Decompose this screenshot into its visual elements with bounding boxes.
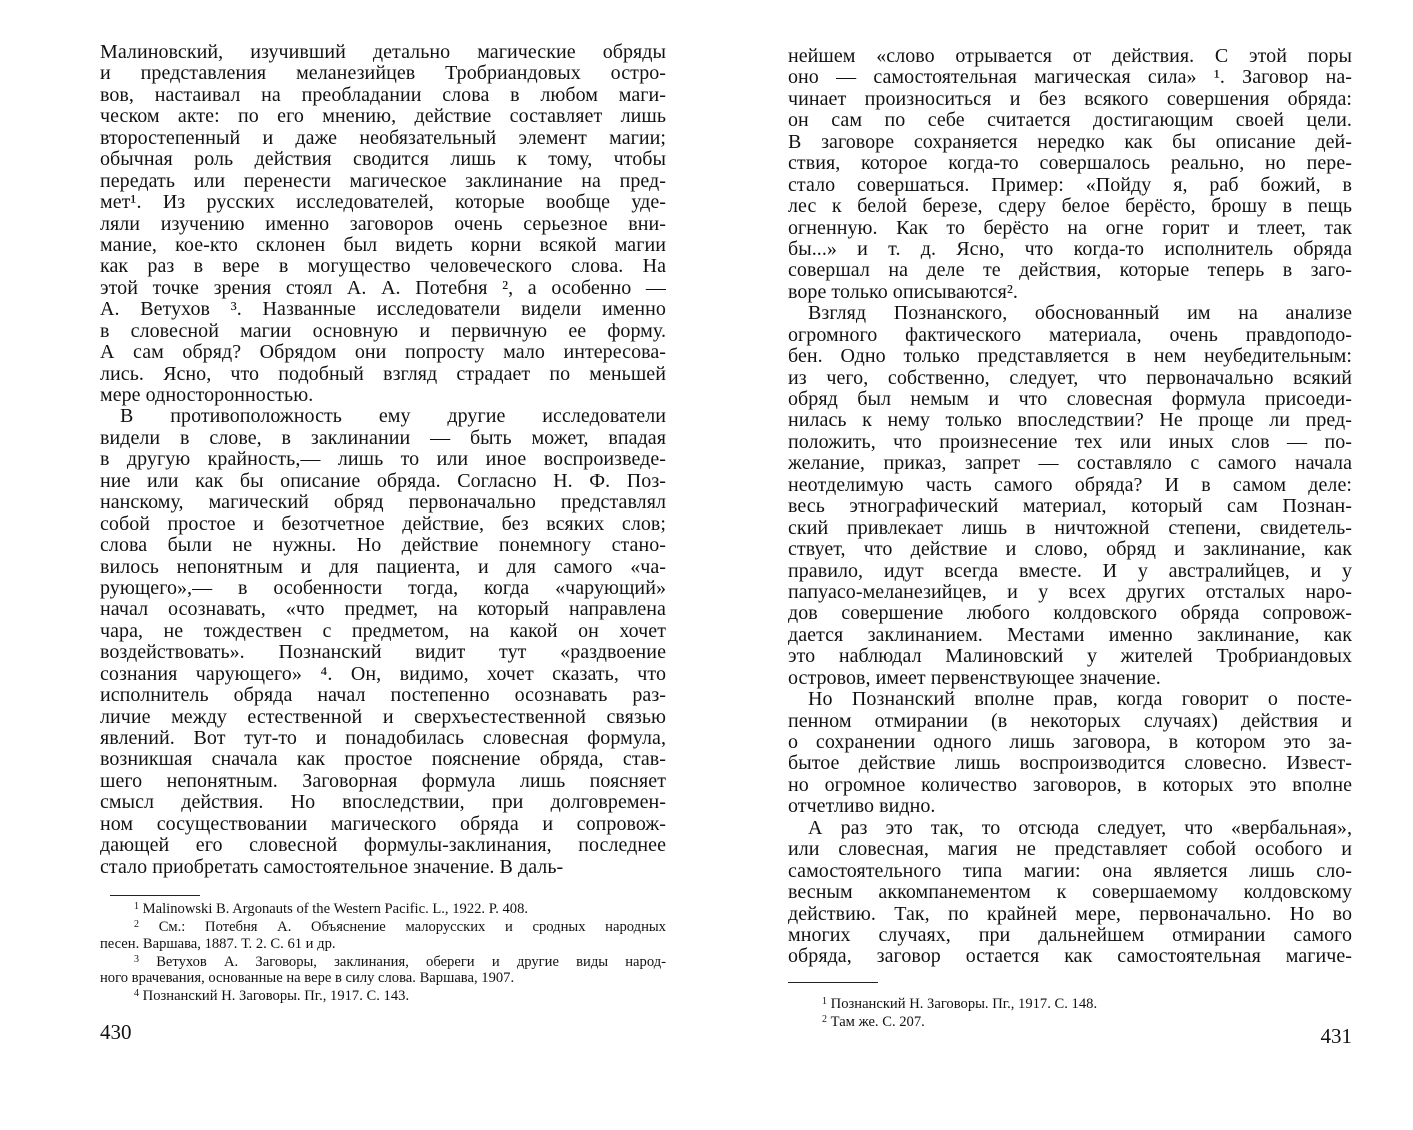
footnote-text: Malinowski B. Argonauts of the Western Pacific. L., 1922. P. 408. (142, 901, 529, 917)
text-line: личие между естественной и сверхъестественной связью (100, 705, 666, 728)
text-line: рующего»,— в особенности тогда, когда «чарующий» (100, 576, 666, 599)
left-page-number: 430 (100, 1020, 132, 1044)
text-line: явлений. Вот тут-то и понадобилась словесная формула, (100, 727, 666, 749)
text-line: это наблюдал Малиновский у жителей Тробриандовых (788, 645, 1352, 668)
text-line: нанскому, магический обряд первоначально представлял (100, 491, 666, 514)
footnote-text: Там же. С. 207. (830, 1014, 925, 1031)
text-line: бы...» и т. д. Ясно, что когда-то исполнитель обряда (788, 237, 1352, 260)
text-line: нилась к нему только впоследствии? Не проще ли пред- (788, 409, 1352, 432)
text-line: мере односторонностью. (100, 384, 314, 406)
text-line: возникшая сначала как простое пояснение обряда, став- (100, 748, 666, 771)
text-line: ние или как бы описание обряда. Согласно Н. Ф. Поз- (100, 469, 666, 492)
text-line: дается заклинанием. Местами именно заклинание, как (788, 623, 1352, 646)
text-line: он сам по себе считается достигающим своей цели. (788, 109, 1352, 132)
text-line: бен. Одно только представляется в нем неубедительным: (788, 345, 1352, 368)
footnote-text: См.: Потебня А. Объяснение малорусских и сродных народных (158, 919, 666, 936)
text-line: вов, настаивал на преобладании слова в любом маги- (100, 83, 666, 106)
right-page-footnotes (788, 994, 1352, 1031)
text-line: лись. Ясно, что подобный взгляд страдает по меньшей (100, 362, 666, 385)
text-line: чинает произноситься и без всякого совершения обряда: (788, 87, 1352, 110)
text-line: этой точке зрения стоял А. А. Потебня ², а особенно — (100, 276, 666, 299)
text-line: отчетливо видно. (788, 795, 936, 818)
text-line: В противоположность ему другие исследователи (120, 405, 666, 428)
left-page-footnotes (100, 899, 666, 1005)
text-line: вилось непонятным и для пациента, и для самого «ча- (100, 555, 666, 578)
text-line: лес к белой березе, сдеру белое берёсто, брошу в пещь (788, 195, 1352, 218)
text-line: положить, что произнесение тех или иных слов — по- (788, 430, 1352, 453)
text-line: обряд был немым и что словесная формула присоеди- (788, 388, 1352, 410)
footnote-text: ного врачевания, основанные на вере в силу слова. Варшава, 1907. (100, 970, 515, 987)
text-line: огненную. Как то берёсто на огне горит и тлеет, так (788, 216, 1352, 239)
text-line: стало приобретать самостоятельное значение. В даль- (100, 855, 564, 878)
text-line: мание, кое-кто склонен был видеть корни всякой магии (100, 233, 666, 256)
text-line: видели в слове, в заклинании — быть может, впадая (100, 426, 666, 449)
footnote-number: 3 (134, 953, 139, 965)
footnote-line (100, 952, 666, 970)
footnote-text: Познанский Н. Заговоры. Пг., 1917. С. 143. (142, 988, 410, 1005)
text-line: бытое действие лишь воспроизводится словесно. Извест- (788, 752, 1352, 775)
text-line: ский привлекает лишь в ничтожной степени, свидетель- (788, 516, 1352, 539)
left-footnote-separator (110, 895, 200, 896)
left-page-body-text (100, 42, 666, 878)
text-line: стало совершаться. Пример: «Пойду я, раб божий, в (788, 173, 1352, 196)
text-line: воздействовать». Познанский видит тут «раздвоение (100, 641, 666, 664)
footnote-number: 2 (134, 919, 139, 931)
text-line: папуасо-меланезийцев, и у всех других отсталых наро- (788, 580, 1352, 603)
text-line: чара, не тождествен с предметом, на какой он хочет (100, 619, 666, 642)
text-line: А раз это так, то отсюда следует, что «вербальная», (808, 816, 1352, 839)
text-line: самостоятельного типа магии: она является лишь сло- (788, 859, 1352, 882)
text-line: желание, приказ, запрет — составляло с самого начала (788, 452, 1352, 475)
text-line: начал осознавать, «что предмет, на который направлена (100, 598, 666, 621)
text-line: пенном отмирании (в некоторых случаях) действия и (788, 709, 1352, 732)
footnote-text: Познанский Н. Заговоры. Пг., 1917. С. 148. (830, 996, 1098, 1012)
text-line: правило, идут всегда вместе. И у австралийцев, и у (788, 559, 1352, 582)
text-line: весь этнографический материал, который сам Познан- (788, 495, 1352, 518)
text-line: дов совершение любого колдовского обряда сопровож- (788, 602, 1352, 625)
text-line: слова были не нужны. Но действие понемногу стано- (100, 534, 666, 557)
footnote-line (100, 936, 666, 952)
text-line: А. Ветухов ³. Названные исследователи видели именно (100, 298, 666, 321)
text-line: обряда, заговор остается как самостоятельная магиче- (788, 945, 1352, 968)
footnote-line (788, 1012, 1352, 1030)
text-line: передать или перенести магическое заклинание на пред- (100, 169, 666, 192)
text-line: островов, имеет первенствующее значение. (788, 666, 1161, 689)
text-line: огромного фактического материала, очень правдоподо- (788, 323, 1352, 346)
text-line: шего непонятным. Заговорная формула лишь поясняет (100, 769, 666, 792)
footnote-text: Ветухов А. Заговоры, заклинания, обереги и другие виды народ- (156, 953, 666, 970)
text-line: но огромное количество заговоров, в которых это вполне (788, 773, 1352, 796)
text-line: или словесная, магия не представляет собой особого и (788, 838, 1352, 861)
text-line: в словесной магии основную и первичную ее форму. (100, 319, 666, 342)
text-line: и представления меланезийцев Тробриандовых остро- (100, 62, 666, 85)
footnote-number: 1 (134, 901, 139, 912)
text-line: нейшем «слово отрывается от действия. С этой поры (788, 45, 1352, 67)
text-line: второстепенный и даже необязательный элемент магии; (100, 126, 666, 149)
text-line: обычная роль действия сводится лишь к тому, чтобы (100, 148, 666, 171)
footnote-number: 2 (822, 1014, 827, 1026)
text-line: смысл действия. Но впоследствии, при долговремен- (100, 791, 666, 814)
right-page-number: 431 (1320, 1024, 1352, 1048)
text-line: Взгляд Познанского, обоснованный им на анализе (808, 302, 1352, 325)
text-line: ном сосуществовании магического обряда и сопровож- (100, 812, 666, 835)
text-line: А сам обряд? Обрядом они попросту мало интересова- (100, 341, 666, 364)
text-line: ляли изучению именно заговоров очень серьезное вни- (100, 212, 666, 235)
footnote-line (100, 917, 666, 935)
text-line: неотделимую часть самого обряда? И в самом деле: (788, 473, 1352, 496)
text-line: дающей его словесной формулы-заклинания, последнее (100, 834, 666, 857)
text-line: сознания чарующего» ⁴. Он, видимо, хочет сказать, что (100, 662, 666, 685)
text-line: в другую крайность,— лишь то или иное воспроизведе- (100, 448, 666, 471)
footnote-number: 4 (134, 988, 139, 1000)
text-line: весным аккомпанементом к совершаемому колдовскому (788, 881, 1352, 904)
text-line: мет¹. Из русских исследователей, которые вообще уде- (100, 191, 666, 214)
footnote-line (100, 970, 666, 986)
text-line: ческом акте: по его мнению, действие составляет лишь (100, 105, 666, 128)
text-line: В заговоре сохраняется нередко как бы описание дей- (788, 130, 1352, 153)
footnote-line (788, 994, 1352, 1012)
text-line: многих случаях, при дальнейшем отмирании самого (788, 923, 1352, 946)
footnote-line (100, 986, 666, 1004)
text-line: воре только описываются². (788, 280, 1018, 303)
text-line: оно — самостоятельная магическая сила» ¹. Заговор на- (788, 66, 1352, 89)
footnote-line (100, 899, 666, 917)
text-line: действию. Так, по крайней мере, первоначально. Но во (788, 902, 1352, 925)
text-line: совершал на деле те действия, которые теперь в заго- (788, 259, 1352, 282)
right-footnote-separator (788, 982, 878, 983)
text-line: исполнитель обряда начал постепенно осознавать раз- (100, 684, 666, 707)
footnote-number: 1 (822, 996, 827, 1007)
text-line: Но Познанский вполне прав, когда говорит о посте- (808, 688, 1352, 711)
text-line: как раз в вере в могущество человеческого слова. На (100, 255, 666, 278)
text-line: ствует, что действие и слово, обряд и заклинание, как (788, 538, 1352, 561)
footnote-text: песен. Варшава, 1887. Т. 2. С. 61 и др. (100, 935, 336, 952)
text-line: о сохранении одного лишь заговора, в котором это за- (788, 731, 1352, 753)
text-line: Малиновский, изучивший детально магические обряды (100, 41, 666, 63)
text-line: ствия, которое когда-то совершалось реально, но пере- (788, 152, 1352, 175)
right-page-body-text (788, 46, 1352, 968)
text-line: собой простое и безотчетное действие, без всяких слов; (100, 512, 666, 535)
text-line: из чего, собственно, следует, что первоначально всякий (788, 366, 1352, 389)
